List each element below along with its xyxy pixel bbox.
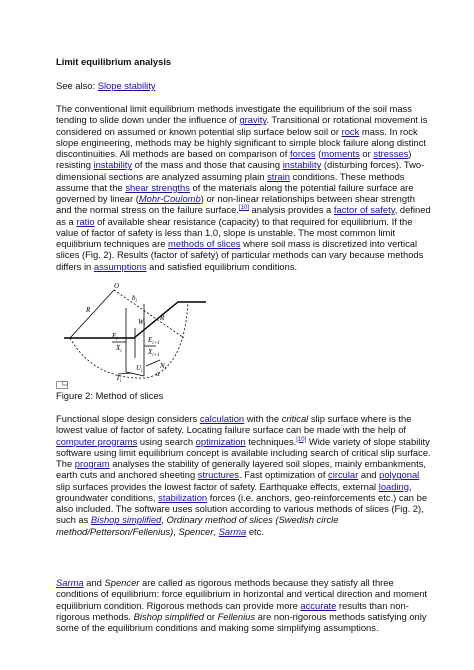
citation-superscript [296,437,306,443]
text-run: slip surface where is the lowest value of factor of safety. Locating failure surface can be made with the help of [56,413,412,436]
text-run: of the mass and those that causing [132,159,283,171]
label-w: $W_i$ [138,318,146,328]
italic-text: Fellenius [217,610,256,622]
inline-link[interactable]: factor of safety [333,204,395,216]
text-run: analyses the stability of generally layered soil slopes, mainly embankments, earth cuts and anchored sheeting [56,458,426,481]
italic-text: Bishop simplified [133,610,205,622]
text-run: and satisfied equilibrium conditions. [146,260,298,272]
inline-link[interactable]: ratio [76,215,95,227]
label-t: $T_i$ [116,374,122,382]
label-b: $b_i$ [132,294,137,304]
italic-text: Spencer [104,577,140,588]
text-run: mass. In rock slope engineering, methods may be highly significant to simple block failure along distinct discontinuities. All methods are based on comparison of [56,125,426,159]
inline-link[interactable]: calculation [199,413,245,424]
text-run: and [358,469,380,481]
inline-link[interactable]: moments [321,148,360,159]
text-run: using search [137,435,196,447]
text-run: techniques. [245,435,297,447]
inline-link[interactable]: assumptions [93,260,147,272]
normal-arrow [146,360,160,366]
inline-link[interactable]: Sarma [56,577,84,588]
inline-link[interactable]: optimization [195,435,246,447]
text-run: , defined as a [56,204,431,227]
text-run: , [213,525,219,537]
italic-text: critical [281,413,309,424]
inline-link[interactable]: computer programs [56,435,138,447]
label-x: $X_i$ [116,344,122,354]
inline-link[interactable]: structures [197,469,239,481]
inline-link[interactable]: gravity [239,114,267,126]
inline-link[interactable]: forces [290,148,316,159]
text-run: , [173,525,179,537]
label-x-next: $X_{i+1}$ [148,348,160,358]
text-run: Wide variety of slope stability software using limit equilibrium concept is available including search of critical slip surface. The [56,435,431,469]
text-run: . Transitional or rotational movement is considered on assumed or known potential slip surface below soil or [56,114,428,137]
section-heading: Limit equilibrium analysis [56,56,172,67]
label-alpha: α [156,370,160,378]
inline-link[interactable]: Sarma [218,525,247,537]
inline-link[interactable]: Mohr-Coulomb [138,193,201,204]
text-run: or [359,148,374,159]
paragraph-2 [56,413,432,537]
label-u: $U_i$ [136,364,143,374]
paragraph-1 [56,103,432,272]
label-n: $N_i$ [160,362,167,372]
text-run: results than non-rigorous methods. [56,599,409,622]
see-also-line [56,80,432,91]
enlarge-icon[interactable] [56,381,68,389]
radius-line-1 [70,290,114,338]
text-run: conditions. These methods assume that the [56,170,405,193]
inline-link[interactable]: instability [282,159,322,171]
text-run: where soil mass is discretized into vertical slices (Fig. 2). Results (factor of safety) of particular methods can vary because methods differs in [56,238,424,272]
text-run: of available shear resistance (capacity) to that required for equilibrium. If the value of factor of safety is less than 1.0, slope is unstable. The most common limit equilibrium techniques are [56,215,413,249]
paragraph-3 [56,577,432,633]
shear-arrow [118,373,132,374]
text-run: analysis provides a [248,204,334,216]
text-run: ) or non-linear relationships between shear strength and the normal stress on the failure surface. [56,193,415,216]
inline-link[interactable]: strain [267,170,290,182]
paragraph-2-text [56,413,432,537]
label-e: $E_i$ [112,332,118,342]
figure-caption [56,390,432,401]
text-run: of the materials along the potential failure surface are governed by linear ( [56,181,414,204]
inline-link[interactable]: stabilization [158,491,208,503]
inline-link[interactable]: loading [378,480,409,492]
text-run: are called as rigorous methods because they satisfy all three conditions of equilibrium: force equilibrium in horizontal and vertical direction and moment equilibrium condition. Rigorous methods can provide more [56,577,428,611]
inline-link[interactable]: circular [328,469,359,481]
text-run: , groundwater conditions, [56,480,412,503]
inline-link[interactable]: stresses [373,148,409,159]
inline-link[interactable]: polygonal [379,469,420,481]
italic-text: Ordinary method of slices (Swedish circle method/Petterson/Fellenius) [56,514,339,537]
text-run: and [83,577,105,588]
radius-line-2 [114,290,184,338]
inline-link[interactable]: methods of slices [168,238,241,249]
text-run: slip surfaces provides the lowest factor of safety. Earthquake effects, external [56,480,379,492]
text-run: The conventional limit equilibrium methods investigate the equilibrium of the soil mass tending to slide down under the influence of [56,103,412,126]
text-run: ( [315,148,322,159]
see-also-prefix: See also: [56,80,98,91]
inline-link[interactable]: accurate [300,599,337,611]
section-header [56,56,432,67]
italic-text: Spencer [178,525,214,537]
text-run: (disturbing forces). Two-dimensional sections are analyzed assuming plain [56,159,425,182]
label-e-next: $E_{i+1}$ [148,336,160,346]
inline-link[interactable]: rock [341,125,360,137]
text-run: . Fast optimization of [238,469,329,481]
text-run: , [161,514,167,526]
method-of-slices-figure [56,280,226,382]
text-run: forces (i.e. anchors, geo-reinforcements etc.) can be also included. The software uses solution according to various methods of slices (Fig. 2), such as [56,491,428,526]
citation-link[interactable]: [10] [296,436,307,443]
text-run: or [204,610,218,622]
text-run: with the [244,413,282,424]
label-o: O [114,282,120,290]
paragraph-3-text [56,577,432,633]
text-run: Functional slope design considers [56,413,200,424]
label-r1: R [86,306,91,314]
figure-caption-text: Figure 2: Method of slices [56,390,164,401]
citation-superscript [239,205,249,211]
label-r2: R [160,314,165,322]
text-run: etc. [246,525,264,537]
text-run: ) resisting [56,148,412,171]
citation-link[interactable]: [10] [238,205,249,212]
inline-link[interactable]: program [74,458,110,469]
text-run: are non-rigorous methods satisfying only some of the equilibrium conditions and making some simplifying assumptions. [56,610,427,633]
inline-link[interactable]: Bishop simplified [90,514,162,526]
slope-stability-link[interactable]: Slope stability [97,80,156,91]
paragraph-1-text [56,103,432,272]
inline-link[interactable]: shear strengths [125,181,190,193]
inline-link[interactable]: instability [93,159,133,171]
